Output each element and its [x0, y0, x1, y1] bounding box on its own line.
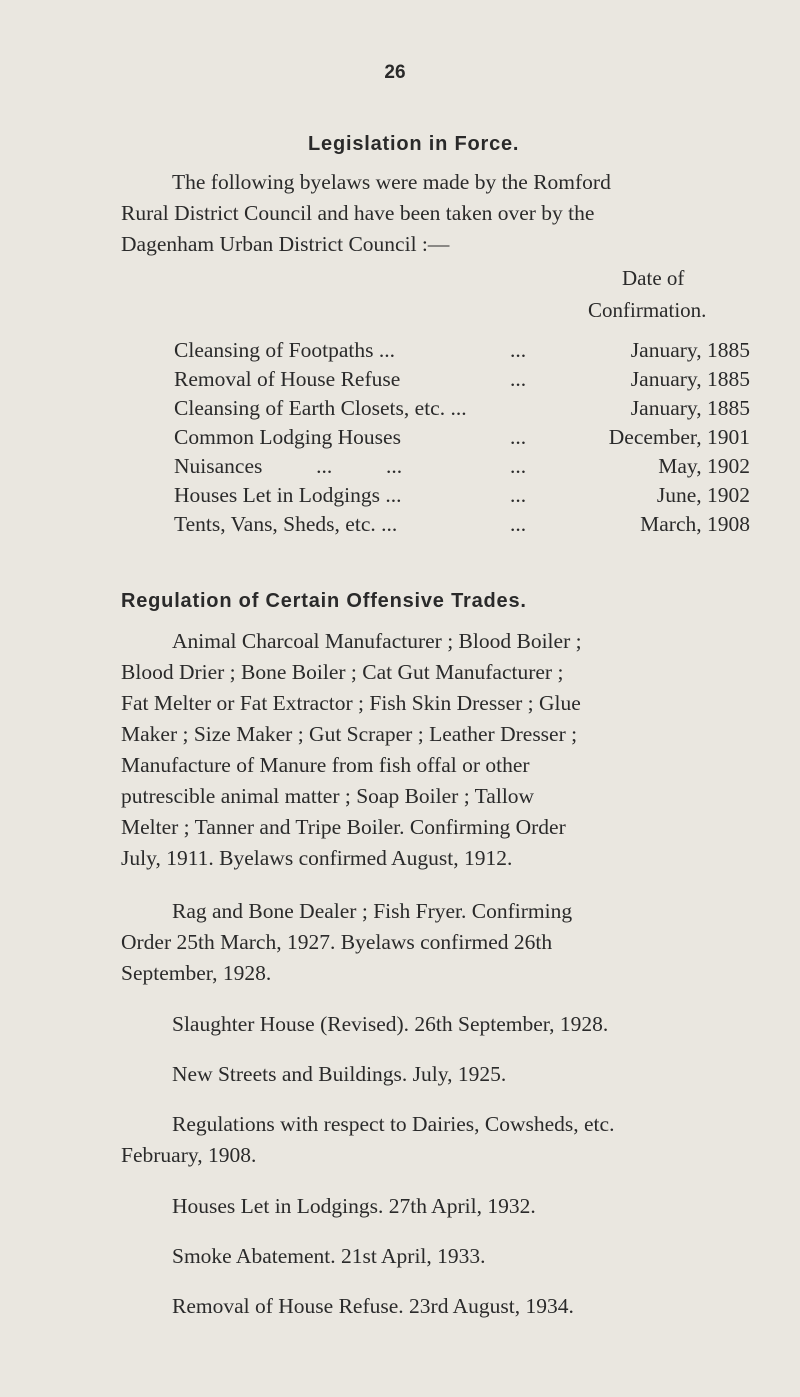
paragraph-line: September, 1928.: [121, 961, 272, 985]
table-row-dots: ...: [510, 367, 527, 391]
table-row-dots: ...: [510, 425, 527, 449]
paragraph-line: Maker ; Size Maker ; Gut Scraper ; Leather Dresser ;: [121, 722, 578, 746]
page-number: 26: [384, 62, 406, 83]
table-row-name: Common Lodging Houses: [174, 425, 401, 449]
paragraph-line: Fat Melter or Fat Extractor ; Fish Skin Dresser ; Glue: [121, 691, 581, 715]
table-row-name: Cleansing of Footpaths ...: [174, 338, 395, 362]
paragraph-line: July, 1911. Byelaws confirmed August, 1912.: [121, 846, 513, 870]
table-row-name: Removal of House Refuse: [174, 367, 401, 391]
table-row-name: Tents, Vans, Sheds, etc. ...: [174, 512, 398, 536]
table-row-dots: ...: [510, 512, 527, 536]
table-row-date: January, 1885: [630, 367, 750, 391]
table-row-date: January, 1885: [630, 338, 750, 362]
table-row-date: December, 1901: [608, 425, 750, 449]
paragraph-line: Order 25th March, 1927. Byelaws confirmed 26th: [121, 930, 553, 954]
table-row-date: May, 1902: [658, 454, 750, 478]
intro-line: Dagenham Urban District Council :—: [121, 232, 450, 256]
table-row-date: January, 1885: [630, 396, 750, 420]
intro-line: The following byelaws were made by the Romford: [172, 170, 611, 194]
column-header-line: Date of: [622, 266, 685, 290]
table-row-name: Nuisances ... ...: [174, 454, 403, 478]
paragraph-line: Manufacture of Manure from fish offal or other: [121, 753, 530, 777]
paragraph-line: Blood Drier ; Bone Boiler ; Cat Gut Manufacturer ;: [121, 660, 564, 684]
table-row-name: Houses Let in Lodgings ...: [174, 483, 402, 507]
paragraph-line: Melter ; Tanner and Tripe Boiler. Confirming Order: [121, 815, 566, 839]
section-heading-legislation: Legislation in Force.: [308, 133, 520, 155]
paragraph-line: Regulations with respect to Dairies, Cowsheds, etc.: [172, 1112, 615, 1136]
paragraph-line: putrescible animal matter ; Soap Boiler ; Tallow: [121, 784, 535, 808]
paragraph-line: Rag and Bone Dealer ; Fish Fryer. Confirming: [172, 899, 573, 923]
table-row-date: June, 1902: [656, 483, 750, 507]
table-row-dots: ...: [510, 338, 527, 362]
table-row-dots: ...: [510, 483, 527, 507]
paragraph-line: Houses Let in Lodgings. 27th April, 1932.: [172, 1194, 536, 1218]
table-row-date: March, 1908: [640, 512, 750, 536]
column-header-line: Confirmation.: [588, 298, 707, 322]
paragraph-line: New Streets and Buildings. July, 1925.: [172, 1062, 507, 1086]
paragraph-line: February, 1908.: [121, 1143, 257, 1167]
paragraph-line: Slaughter House (Revised). 26th September, 1928.: [172, 1012, 609, 1036]
paragraph-line: Animal Charcoal Manufacturer ; Blood Boiler ;: [172, 629, 582, 653]
table-row-dots: ...: [510, 454, 527, 478]
section-heading-offensive-trades: Regulation of Certain Offensive Trades.: [121, 590, 527, 612]
paragraph-line: Smoke Abatement. 21st April, 1933.: [172, 1244, 486, 1268]
intro-line: Rural District Council and have been taken over by the: [121, 201, 595, 225]
paragraph-line: Removal of House Refuse. 23rd August, 1934.: [172, 1294, 574, 1318]
table-row-name: Cleansing of Earth Closets, etc. ...: [174, 396, 467, 420]
